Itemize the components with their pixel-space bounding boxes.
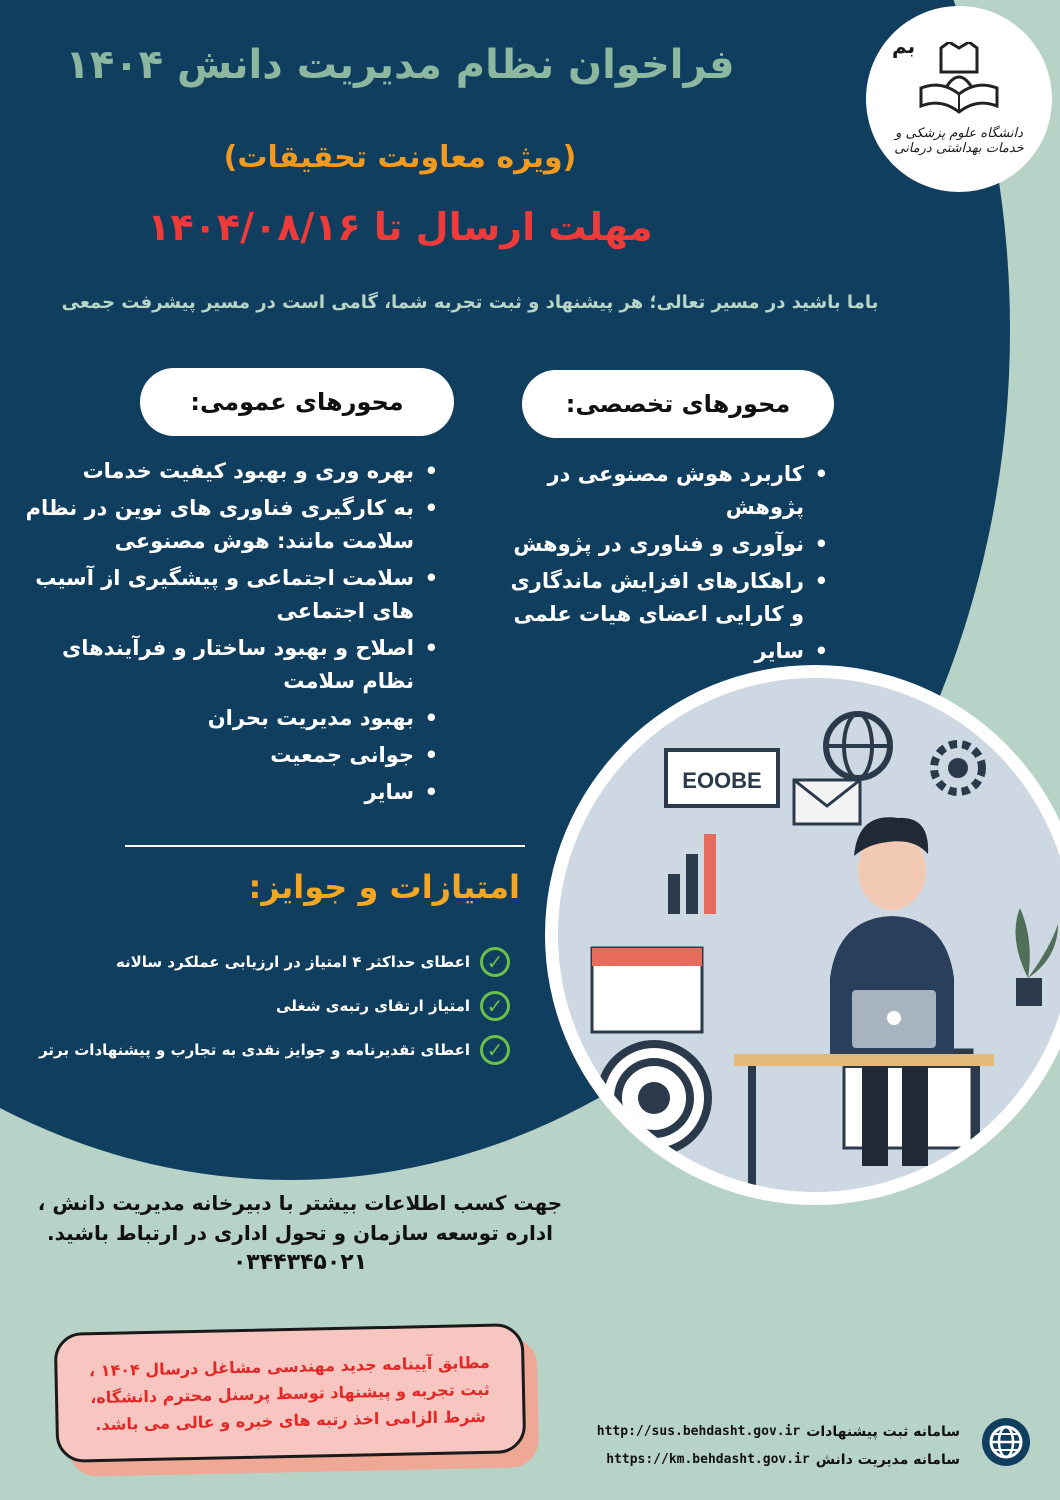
- notice-box: [54, 1323, 527, 1463]
- system-row: [565, 1418, 960, 1446]
- deadline-text: مهلت ارسال تا ۱۴۰۴/۰۸/۱۶: [147, 205, 653, 249]
- prize-item: [20, 940, 510, 984]
- system-label: سامانه مدیریت دانش: [815, 1452, 960, 1468]
- list-item: • راهکارهای افزایش ماندگاری و کارایی اعضای هیات علمی: [500, 565, 830, 631]
- prize-item: [20, 1028, 510, 1072]
- list-item: • سلامت اجتماعی و پیشگیری از آسیب های اجتماعی: [20, 562, 440, 628]
- system-link[interactable]: https://km.behdasht.gov.ir: [606, 1452, 810, 1467]
- list-item: • جوانی جمعیت: [20, 739, 440, 772]
- contact-info: [30, 1188, 570, 1278]
- systems-links: [565, 1418, 960, 1474]
- sign-text: EOOBE: [682, 768, 762, 793]
- list-item: • اصلاح و بهبود ساختار و فرآیندهای نظام سلامت: [20, 632, 440, 698]
- system-link[interactable]: http://sus.behdasht.gov.ir: [596, 1424, 801, 1439]
- special-topics-heading: محورهای تخصصی:: [522, 370, 834, 438]
- page-title: فراخوان نظام مدیریت دانش ۱۴۰۴: [65, 42, 735, 88]
- notice-text: مطابق آیینامه جدید مهندسی مشاغل درسال ۱۴۰۴ ، ثبت تجربه و پیشنهاد توسط پرسنل محترم دانشگاه، شرط الزامی اخذ رتبه های خبره و عالی می باشد.: [88, 1352, 491, 1434]
- globe-icon: [982, 1418, 1030, 1466]
- page-subtitle: (ویژه معاونت تحقیقات): [223, 140, 577, 175]
- list-item: • بهره وری و بهبود کیفیت خدمات: [20, 455, 440, 488]
- slogan-text: باما باشید در مسیر تعالی؛ هر پیشنهاد و ثبت تجربه شما، گامی است در مسیر پیشرفت جمعی: [61, 292, 879, 313]
- general-topics-heading: محورهای عمومی:: [140, 368, 454, 436]
- prizes-title: امتیازات و جوایز:: [248, 868, 520, 906]
- list-item: • نوآوری و فناوری در پژوهش: [500, 528, 830, 561]
- system-row: [565, 1446, 960, 1474]
- illustration-person-at-laptop: [558, 678, 1060, 1192]
- general-topics-list: [20, 455, 440, 813]
- check-circle-icon: ✓: [480, 1035, 510, 1065]
- check-circle-icon: ✓: [480, 947, 510, 977]
- check-circle-icon: ✓: [480, 991, 510, 1021]
- prize-text: امتیاز ارتقای رتبه‌ی شغلی: [276, 997, 470, 1015]
- list-item: • کاربرد هوش مصنوعی در پژوهش: [500, 458, 830, 524]
- prizes-list: [20, 940, 510, 1072]
- workspace-illustration: [558, 678, 1060, 1192]
- list-item: • سایر: [20, 776, 440, 809]
- special-topics-list: [500, 458, 830, 672]
- logo-text: دانشگاه علوم پزشکی و خدمات بهداشتی درمانی: [894, 126, 1024, 156]
- prize-item: [20, 984, 510, 1028]
- university-logo: [866, 6, 1052, 192]
- section-divider: [125, 845, 525, 847]
- prize-text: اعطای حداکثر ۴ امتیاز در ارزیابی عملکرد سالانه: [115, 953, 470, 971]
- system-label: سامانه ثبت پیشنهادات: [806, 1424, 960, 1440]
- contact-text: جهت کسب اطلاعات بیشتر با دبیرخانه مدیریت دانش ، اداره توسعه سازمان و تحول اداری در ارتباط باشید.: [37, 1191, 563, 1245]
- logo-city: بم: [892, 34, 916, 58]
- list-item: • سایر: [500, 635, 830, 668]
- list-item: • بهبود مدیریت بحران: [20, 702, 440, 735]
- book-emblem-icon: [911, 42, 1007, 122]
- prize-text: اعطای تقدیرنامه و جوایز نقدی به تجارب و پیشنهادات برتر: [39, 1041, 470, 1059]
- list-item: • به کارگیری فناوری های نوین در نظام سلامت مانند: هوش مصنوعی: [20, 492, 440, 558]
- phone-number[interactable]: ۰۳۴۴۳۴۵۰۲۱: [232, 1250, 368, 1275]
